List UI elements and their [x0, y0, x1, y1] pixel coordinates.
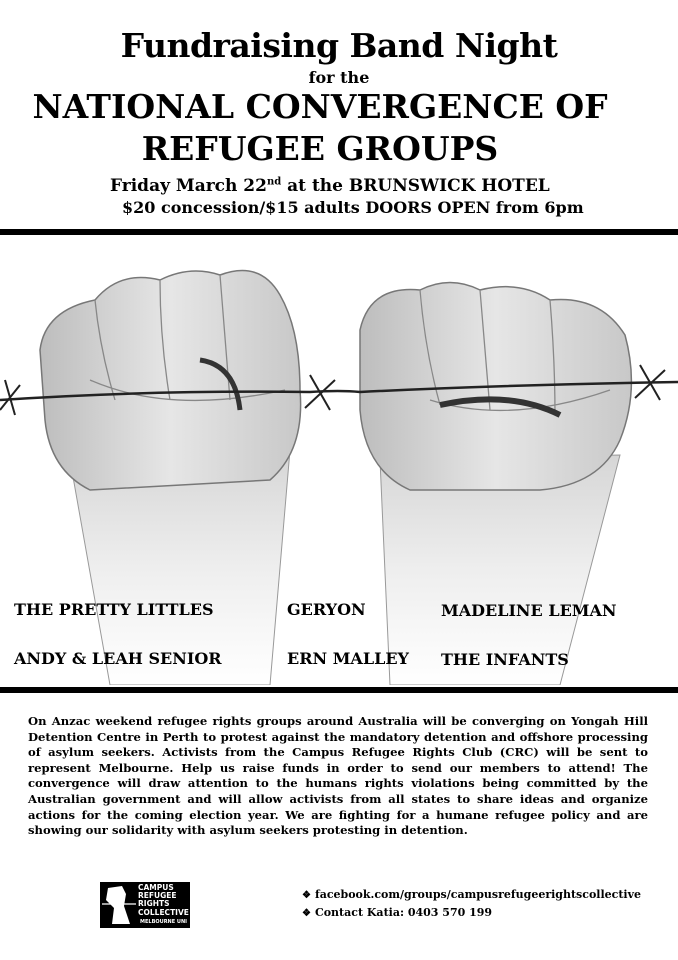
bottom-divider [0, 687, 678, 693]
date-text: Friday March 22 [110, 176, 267, 196]
phone-text: Contact Katia: 0403 570 199 [314, 906, 493, 919]
band-pretty-littles: THE PRETTY LITTLES [14, 600, 214, 619]
band-madeline-leman: MADELINE LEMAN [441, 601, 617, 620]
fist-silhouette-icon [102, 884, 136, 926]
logo-subtext: MELBOURNE UNI [140, 919, 187, 925]
band-andy-leah-senior: ANDY & LEAH SENIOR [14, 649, 222, 668]
facebook-contact [302, 888, 641, 901]
description-paragraph: On Anzac weekend refugee rights groups around Australia will be converging on Yongah Hill Detention Centre in Perth to protest against the mandatory detention and offshore processing of asylum seekers. Activists from the Campus Refugee Rights Club (CRC) will be sent to represent Melbourne. Help us raise funds in order to send our members to attend! The convergence will draw attention to the humans rights violations being committed by the Australian government and will allow activists from all states to share ideas and organize actions for the coming election year. We are fighting for a humane refugee policy and are showing our solidarity with asylum seekers protesting in detention. [28, 714, 648, 838]
event-name-line1: NATIONAL CONVERGENCE OF [32, 87, 608, 126]
date-suffix: nd [266, 176, 282, 188]
event-title: Fundraising Band Night [120, 26, 558, 65]
phone-contact [302, 906, 492, 919]
logo-line-refugee: REFUGEE [138, 891, 177, 901]
band-the-infants: THE INFANTS [441, 650, 569, 669]
prices-doors-line: $20 concession/$15 adults DOORS OPEN from 6pm [122, 198, 584, 217]
event-name [0, 86, 640, 170]
date-venue-line [110, 176, 550, 196]
for-the-text: for the [308, 68, 370, 87]
left-fist [40, 271, 301, 491]
top-divider [0, 229, 678, 235]
logo-line-campus: CAMPUS [138, 883, 174, 892]
diamond-bullet-icon: ❖ [302, 908, 311, 919]
band-geryon: GERYON [287, 600, 366, 619]
logo-text [138, 884, 189, 917]
event-name-line2: REFUGEE GROUPS [141, 129, 499, 168]
facebook-link[interactable]: facebook.com/groups/campusrefugeerightscollective [314, 888, 641, 901]
logo-line-rights: RIGHTS [138, 899, 170, 909]
campus-refugee-rights-collective-logo [100, 882, 190, 928]
diamond-bullet-icon: ❖ [302, 890, 311, 901]
logo-line-collective: COLLECTIVE [138, 907, 189, 917]
band-ern-malley: ERN MALLEY [287, 649, 409, 668]
venue-text: at the BRUNSWICK HOTEL [281, 176, 550, 196]
